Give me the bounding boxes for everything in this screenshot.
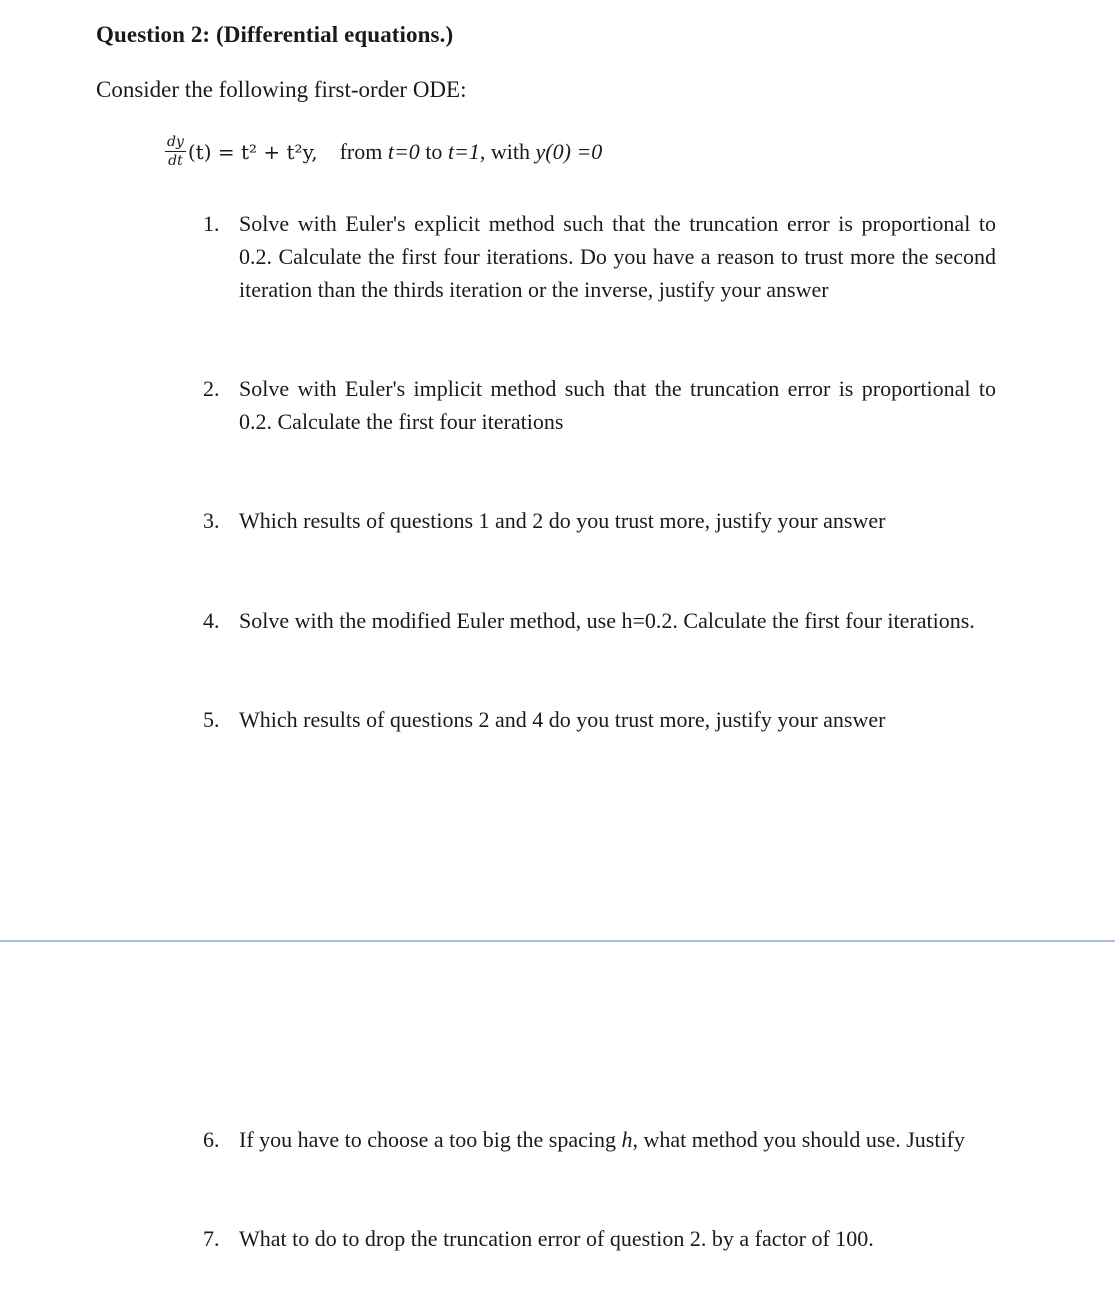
item-text [239, 1123, 996, 1156]
list-item-6 [203, 1123, 996, 1156]
item-text-before: If you have to choose a too big the spacing [239, 1127, 622, 1152]
item-number: 2. [203, 376, 220, 401]
condition-from: from [339, 139, 388, 164]
item-text: Which results of questions 1 and 2 do you trust more, justify your answer [239, 508, 886, 533]
fraction-denominator: dt [168, 153, 183, 169]
item-text: Which results of questions 2 and 4 do you trust more, justify your answer [239, 707, 886, 732]
intro-text: Consider the following first-order ODE: [96, 77, 467, 102]
item-text: Solve with Euler's implicit method such that the truncation error is proportional to 0.2. Calculate the first four iterations [239, 376, 996, 434]
condition-to: to [419, 139, 448, 164]
item-number: 7. [203, 1226, 220, 1251]
spacing-variable: h [621, 1127, 633, 1152]
item-number: 1. [203, 211, 220, 236]
item-number: 6. [203, 1127, 220, 1152]
list-item-4 [203, 604, 996, 637]
ode-equation [165, 128, 602, 176]
equation-condition [340, 139, 603, 165]
page-separator [0, 940, 1115, 942]
t-start: t=0 [387, 139, 420, 164]
list-item-2 [203, 372, 996, 438]
list-item-3 [203, 504, 996, 537]
fraction-numerator: dy [167, 134, 184, 150]
t-end: t=1 [447, 139, 480, 164]
condition-with: , with [479, 139, 536, 164]
item-number: 4. [203, 608, 220, 633]
item-text: Solve with the modified Euler method, use h=0.2. Calculate the first four iterations. [239, 608, 975, 633]
item-number: 3. [203, 508, 220, 533]
list-item-5 [203, 703, 996, 736]
derivative-fraction [165, 135, 186, 169]
equation-rhs: (t) = t² + t²y, [187, 140, 318, 164]
item-text: What to do to drop the truncation error of question 2. by a factor of 100. [239, 1226, 874, 1251]
item-number: 5. [203, 707, 220, 732]
question-title: Question 2: (Differential equations.) [96, 22, 454, 47]
item-text-after: , what method you should use. Justify [632, 1127, 965, 1152]
item-text: Solve with Euler's explicit method such that the truncation error is proportional to 0.2. Calculate the first four iterations. Do you have a reason to trust more the second iteration than the thirds iteration or the inverse, justify your answer [239, 211, 996, 302]
list-item-1 [203, 207, 996, 306]
initial-condition: y(0) =0 [535, 139, 603, 164]
list-item-7 [203, 1222, 996, 1255]
